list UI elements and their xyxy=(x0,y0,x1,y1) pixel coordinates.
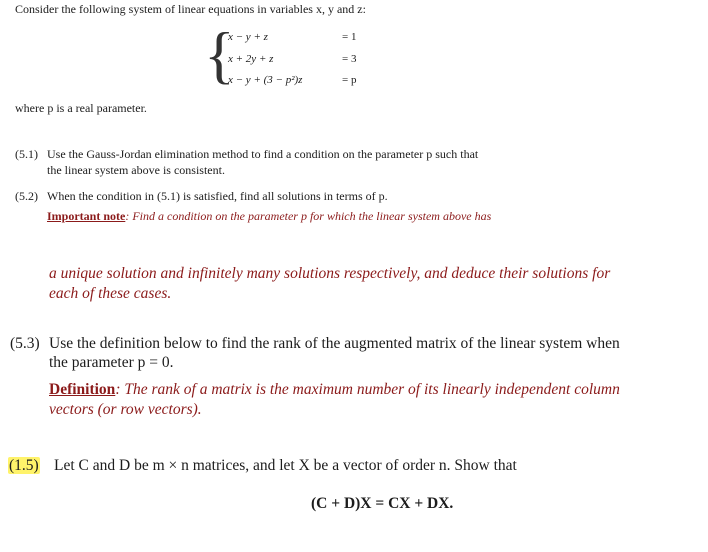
important-note-label: Important note xyxy=(47,209,126,223)
definition-text: : The rank of a matrix is the maximum number of its linearly independent column xyxy=(115,381,620,398)
important-note-line xyxy=(47,209,491,224)
question-number: (5.3) xyxy=(10,335,40,352)
question-text-line-1: When the condition in (5.1) is satisfied, find all solutions in terms of p. xyxy=(47,189,388,203)
definition-line-2: vectors (or row vectors). xyxy=(49,401,202,418)
problem-intro: Consider the following system of linear equations in variables x, y and z: xyxy=(15,2,366,16)
important-note-continuation-2: each of these cases. xyxy=(49,285,172,302)
equation-row-2-lhs: x + 2y + z xyxy=(228,53,274,65)
important-note-continuation-1: a unique solution and infinitely many solutions respectively, and deduce their solutions for xyxy=(49,265,611,282)
equation-row-3-rhs: = p xyxy=(342,74,357,86)
question-number: (5.2) xyxy=(15,189,38,203)
question-number-highlighted: (1.5) xyxy=(9,457,39,474)
equation-row-3-lhs: x − y + (3 − p²)z xyxy=(228,74,303,86)
equation-row-1-rhs: = 1 xyxy=(342,31,357,43)
question-text-line-2: the parameter p = 0. xyxy=(49,354,174,371)
equation-row-2-rhs: = 3 xyxy=(342,53,357,65)
display-equation: (C + D)X = CX + DX. xyxy=(311,495,454,512)
question-text-line-2: the linear system above is consistent. xyxy=(47,163,225,177)
question-number: (5.1) xyxy=(15,147,38,161)
question-text-line-1: Use the Gauss-Jordan elimination method to find a condition on the parameter p such that xyxy=(47,147,479,161)
important-note-text: : Find a condition on the parameter p for which the linear system above has xyxy=(125,209,492,223)
question-text-line-1: Let C and D be m × n matrices, and let X be a vector of order n. Show that xyxy=(54,457,517,474)
equation-row-1-lhs: x − y + z xyxy=(228,31,268,43)
parameter-note: where p is a real parameter. xyxy=(15,101,147,115)
left-brace: { xyxy=(204,19,235,90)
definition-label: Definition xyxy=(49,381,116,398)
definition-line-1 xyxy=(49,381,620,399)
question-text-line-1: Use the definition below to find the rank of the augmented matrix of the linear system when xyxy=(49,335,620,352)
